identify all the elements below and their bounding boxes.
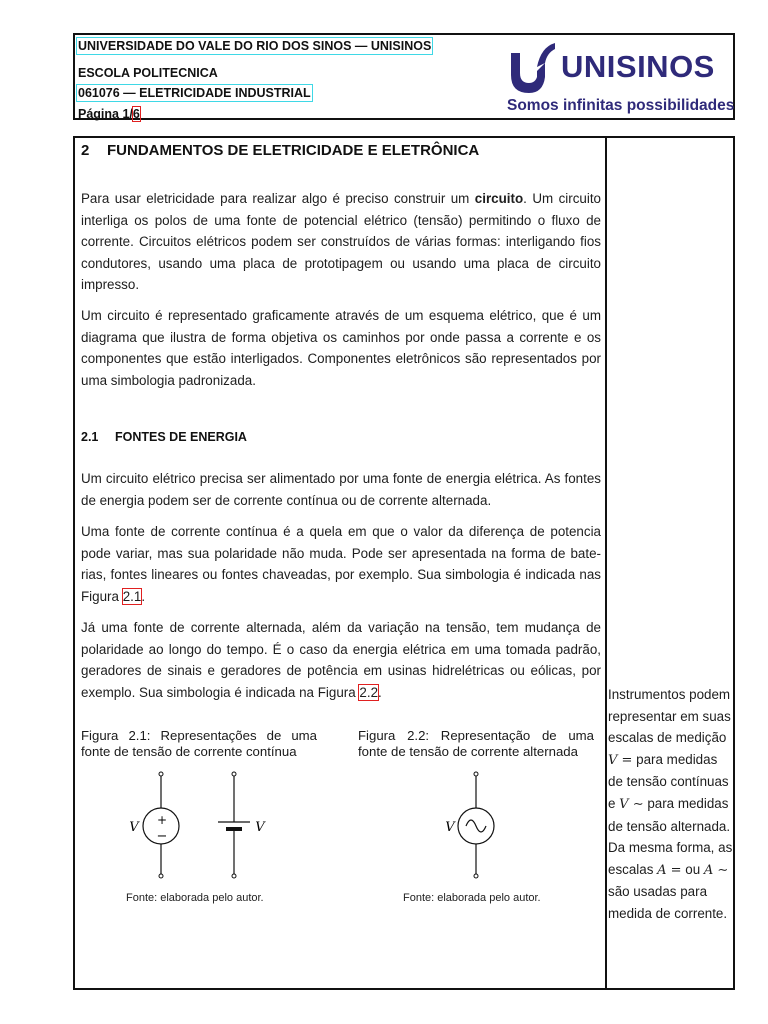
terminal-top [232,772,236,776]
section-title [81,142,479,159]
terminal-bottom [232,874,236,878]
subsection-paragraph-3 [81,617,601,703]
section-number: 2 [81,142,90,159]
math-a-ac: A ∼ [703,862,729,878]
terminal-top [474,772,478,776]
note-text: ou [681,861,704,877]
subsection-paragraph-2 [81,521,601,607]
math-a-dc: A = [657,862,682,878]
minus-sign: − [156,829,168,844]
figure-ref-2-2[interactable]: 2.2 [359,684,379,700]
paragraph-text: Para usar eletricidade para realizar algo é preciso construir um [81,191,475,206]
figure-2-2-source: Fonte: elaborada pelo autor. [403,892,541,904]
logo-wordmark: UNISINOS [561,49,715,84]
paragraph-text: . [141,588,146,604]
figure-2-1-dc-symbols [121,770,281,880]
plus-sign: + [156,813,168,827]
subsection-title [81,430,247,444]
page-header [73,33,735,120]
subsection-number: 2.1 [81,430,99,444]
math-v-ac: V ∼ [619,796,644,812]
paragraph-text: Uma fonte de corrente contínua é a quela em que o valor da diferença de potencia pode variar, mas sua polaridade não muda. Pode ser apresentada na forma de bate-rias, fontes lineares ou fontes chaveadas, por exemplo. Sua simbologia é indicada nas Figura [81,524,601,604]
figure-2-2-caption: Figura 2.2: Representação de uma fonte de tensão de corrente alternada [358,728,594,759]
section-paragraph-1 [81,188,601,296]
paragraph-text: . [378,684,382,700]
main-content-frame [73,136,735,990]
paragraph-text: Já uma fonte de corrente alternada, além da variação na tensão, tem mudança de polaridade ao longo do tempo. É o caso da energia elétrica em uma tomada padrão, geradores de sinais e geradores de potência em usinas hidrelétricas ou eólicas, por exemplo. Sua simbologia é indicada na Figura [81,620,601,700]
figure-ref-2-1[interactable]: 2.1 [122,588,142,604]
battery-short-plate [226,827,242,831]
page-indicator [77,106,141,122]
logo-slogan: Somos infinitas possibilidades [507,97,735,114]
page-total-link[interactable]: 6 [132,107,140,121]
voltage-label-2: V [255,820,265,835]
note-text: para medidas de tensão alternada. Da mesma forma, as escalas [608,795,733,877]
note-text: Instrumentos podem representar em suas escalas de medição [608,687,731,746]
margin-note [608,684,735,925]
sine-wave [466,820,486,832]
university-name[interactable]: UNIVERSIDADE DO VALE DO RIO DOS SINOS — UNISINOS [78,39,432,53]
school-name: ESCOLA POLITECNICA [78,66,218,80]
margin-divider [605,138,607,988]
bold-term-circuito: circuito [474,191,524,206]
figure-2-1-source: Fonte: elaborada pelo autor. [126,892,264,904]
note-text: são usadas para medida de corrente. [608,884,728,921]
note-text: para medidas de tensão contínuas e [608,751,729,811]
section-title-text: FUNDAMENTOS DE ELETRICIDADE E ELETRÔNICA [107,142,480,159]
voltage-label-ac: V [445,820,455,835]
unisinos-logo-icon [507,41,555,95]
subsection-title-text: FONTES DE ENERGIA [115,430,247,444]
figure-2-1-caption: Figura 2.1: Representações de uma fonte de tensão de corrente contínua [81,728,317,759]
course-name[interactable]: 061076 — ELETRICIDADE INDUSTRIAL [78,86,311,100]
voltage-label-1: V [129,820,139,835]
terminal-top [159,772,163,776]
paragraph-text: . Um circuito interliga os polos de uma fonte de potencial elétrico (tensão) permitindo o fluxo de corrente. Circuitos elétricos podem ser construídos de várias formas: interligando fios condutores, usando uma placa de prototipagem ou usando uma placa de circuito impresso. [81,191,601,293]
figure-2-2-ac-symbol [431,770,521,880]
unisinos-logo [507,39,735,119]
terminal-bottom [159,874,163,878]
terminal-bottom [474,874,478,878]
math-v-dc: V = [608,752,633,768]
section-paragraph-2: Um circuito é representado graficamente através de um esquema elétrico, que é um diagrama que ilustra de forma objetiva os caminhos por onde passa a corrente e os componentes que estão interligados. Componentes eletrônicos são representados por uma simbologia padronizada. [81,308,601,388]
page-label: Página 1/ [78,107,133,121]
subsection-paragraph-1: Um circuito elétrico precisa ser alimentado por uma fonte de energia elétrica. As fontes de energia podem ser de corrente contínua ou de corrente alternada. [81,471,601,508]
